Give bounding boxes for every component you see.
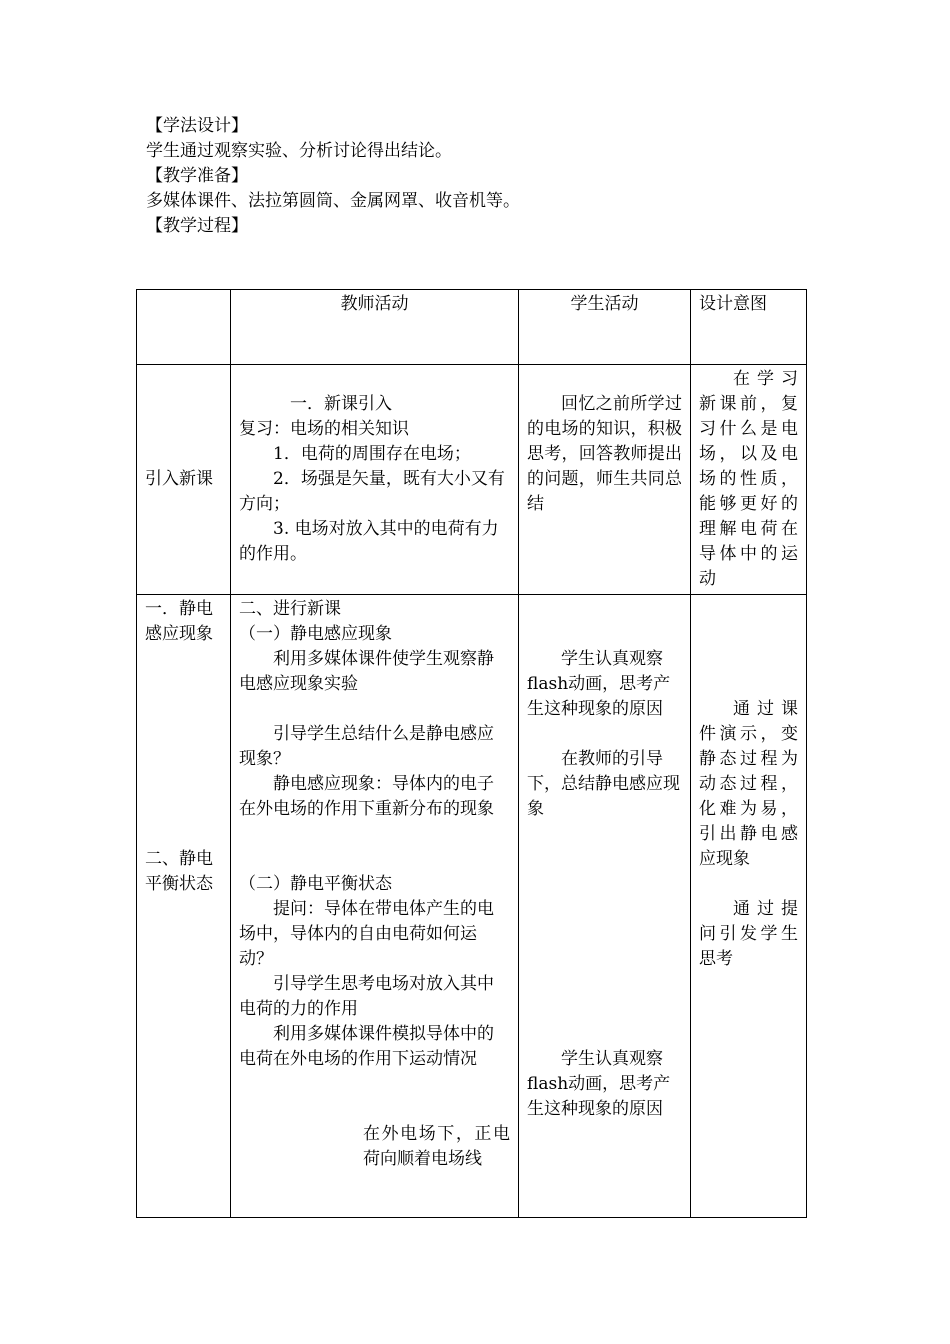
header-row [137, 290, 807, 365]
label-induction: 一．静电感应现象 [145, 599, 213, 644]
heading-prep: 【教学准备】 [146, 166, 248, 186]
heading-process: 【教学过程】 [146, 216, 248, 236]
method-text: 学生通过观察实验、分析讨论得出结论。 [146, 141, 452, 161]
row-intro-label: 引入新课 [137, 365, 231, 595]
prep-text: 多媒体课件、法拉第圆筒、金属网罩、收音机等。 [146, 191, 520, 211]
heading-method: 【学法设计】 [146, 116, 248, 136]
row-main-intent: 通过课件演示，变静态过程为动态过程，化难为易，引出静电感应现象 通过提问引发学生思考 [691, 595, 807, 1218]
intro-section [146, 114, 520, 239]
lesson-table [136, 289, 807, 1218]
row-main [137, 595, 807, 1218]
row-intro-student: 回忆之前所学过的电场的知识，积极思考，回答教师提出的问题，师生共同总结 [519, 365, 691, 595]
header-intent: 设计意图 [691, 290, 807, 365]
header-student: 学生活动 [519, 290, 691, 365]
row-intro [137, 365, 807, 595]
row-main-student: 学生认真观察flash动画，思考产生这种现象的原因 在教师的引导下，总结静电感应现象 学生认真观察flash动画，思考产生这种现象的原因 [519, 595, 691, 1218]
row-intro-teacher: 一．新课引入 复习：电场的相关知识 1．电荷的周围存在电场； 2．场强是矢量，既有大小又有方向； 3. 电场对放入其中的电荷有力的作用。 [231, 365, 519, 595]
row-intro-intent: 在学习新课前，复习什么是电场，以及电场的性质，能够更好的理解电荷在导体中的运动 [691, 365, 807, 595]
header-teacher: 教师活动 [231, 290, 519, 365]
header-empty [137, 290, 231, 365]
row-main-teacher: 二、进行新课 （一）静电感应现象 利用多媒体课件使学生观察静电感应现象实验 引导学生总结什么是静电感应现象？ 静电感应现象：导体内的电子在外电场的作用下重新分布的现象 （二）静电平衡状态 提问：导体在带电体产生的电场中，导体内的自由电荷如何运动？ 引导学生思考电场对放入其中电荷的力的作用 利用多媒体课件模拟导体中的电荷在外电场的作用下运动情况 在外电场下，正电荷向顺着电场线 [231, 595, 519, 1218]
row-main-labels [137, 595, 231, 1218]
label-equilibrium: 二、静电平衡状态 [145, 849, 213, 894]
